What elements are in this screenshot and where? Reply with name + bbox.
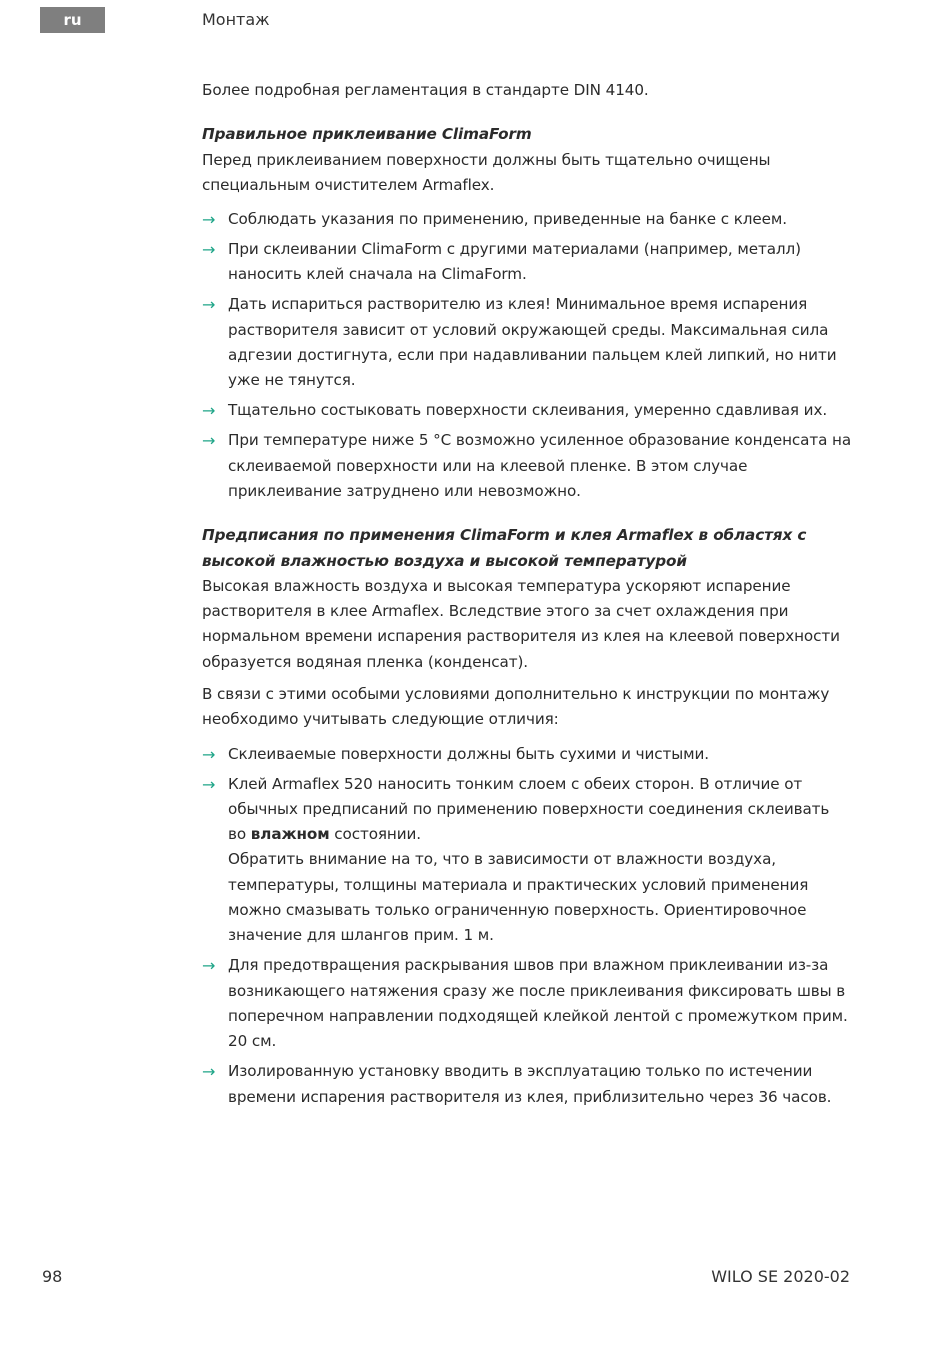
list-item bbox=[202, 772, 852, 949]
list-item bbox=[202, 237, 852, 288]
list-item bbox=[202, 742, 852, 767]
section-title: Монтаж bbox=[202, 10, 270, 29]
list-item-text: Для предотвращения раскрывания швов при влажном приклеивании из-за возникающего натяжения сразу же после приклеивания фиксировать швы в поперечном направлении подходящей клейкой лентой с промежутком прим. 20 см. bbox=[228, 956, 848, 1051]
heading-humid-conditions: Предписания по применения ClimaForm и клея Armaflex в областях с высокой влажностью воздуха и высокой температурой bbox=[202, 526, 807, 570]
heading-climaform-gluing: Правильное приклеивание ClimaForm bbox=[202, 125, 532, 144]
block2-paragraph-2: В связи с этими особыми условиями дополнительно к инструкции по монтажу необходимо учитывать следующие отличия: bbox=[202, 684, 830, 729]
list-item-text: Соблюдать указания по применению, приведенные на банке с клеем. bbox=[228, 210, 787, 229]
list-item bbox=[202, 398, 852, 423]
arrow-right-icon: → bbox=[202, 240, 216, 260]
list-item-text-after: состоянии. bbox=[329, 825, 422, 844]
arrow-right-icon: → bbox=[202, 431, 216, 451]
list-item bbox=[202, 1059, 852, 1110]
block2-list bbox=[202, 742, 852, 1110]
emphasis-wet: влажном bbox=[250, 825, 330, 844]
intro-paragraph: Более подробная регламентация в стандарте DIN 4140. bbox=[202, 81, 649, 99]
arrow-right-icon: → bbox=[202, 401, 216, 421]
list-item-text: Изолированную установку вводить в эксплуатацию только по истечении времени испарения растворителя из клея, приблизительно через 36 часов. bbox=[228, 1062, 832, 1106]
block2-paragraph-1: Высокая влажность воздуха и высокая температура ускоряют испарение растворителя в клее Armaflex. Вследствие этого за счет охлаждения при нормальном времени испарения растворителя из клея на клеевой поверхности образуется водяная пленка (конденсат). bbox=[202, 576, 840, 671]
list-item bbox=[202, 207, 852, 232]
list-item-text: Тщательно состыковать поверхности склеивания, умеренно сдавливая их. bbox=[228, 401, 828, 420]
arrow-right-icon: → bbox=[202, 295, 216, 315]
list-item-text: Склеиваемые поверхности должны быть сухими и чистыми. bbox=[228, 744, 710, 763]
language-tab: ru bbox=[40, 7, 105, 33]
list-item-continuation: Обратить внимание на то, что в зависимости от влажности воздуха, температуры, толщины материала и практических условий применения можно смазывать только ограниченную поверхность. Ориентировочное значение для шлангов прим. 1 м. bbox=[228, 850, 809, 945]
list-item-text: Дать испариться растворителю из клея! Минимальное время испарения растворителя зависит от условий окружающей среды. Максимальная сила адгезии достигнута, если при надавливании пальцем клей липкий, но нити уже не тянутся. bbox=[228, 295, 837, 390]
arrow-right-icon: → bbox=[202, 210, 216, 230]
list-item-text: При температуре ниже 5 °C возможно усиленное образование конденсата на склеиваемой поверхности или на клеевой пленке. В этом случае приклеивание затруднено или невозможно. bbox=[228, 431, 852, 500]
list-item bbox=[202, 428, 852, 504]
list-item-text-before: Клей Armaflex 520 наносить тонким слоем с обеих сторон. В отличие от обычных предписаний по применению поверхности соединения склеивать во bbox=[228, 774, 830, 844]
arrow-right-icon: → bbox=[202, 774, 216, 794]
block1-paragraph: Перед приклеиванием поверхности должны быть тщательно очищены специальным очистителем Armaflex. bbox=[202, 150, 771, 194]
footer-brand: WILO SE 2020-02 bbox=[711, 1267, 850, 1286]
list-item-text: При склеивании ClimaForm с другими материалами (например, металл) наносить клей сначала на ClimaForm. bbox=[228, 240, 801, 284]
list-item bbox=[202, 953, 852, 1054]
arrow-right-icon: → bbox=[202, 744, 216, 764]
block1-list bbox=[202, 207, 852, 504]
document-body bbox=[202, 78, 852, 1114]
arrow-right-icon: → bbox=[202, 1062, 216, 1082]
arrow-right-icon: → bbox=[202, 956, 216, 976]
list-item bbox=[202, 292, 852, 393]
page-number: 98 bbox=[42, 1267, 63, 1286]
